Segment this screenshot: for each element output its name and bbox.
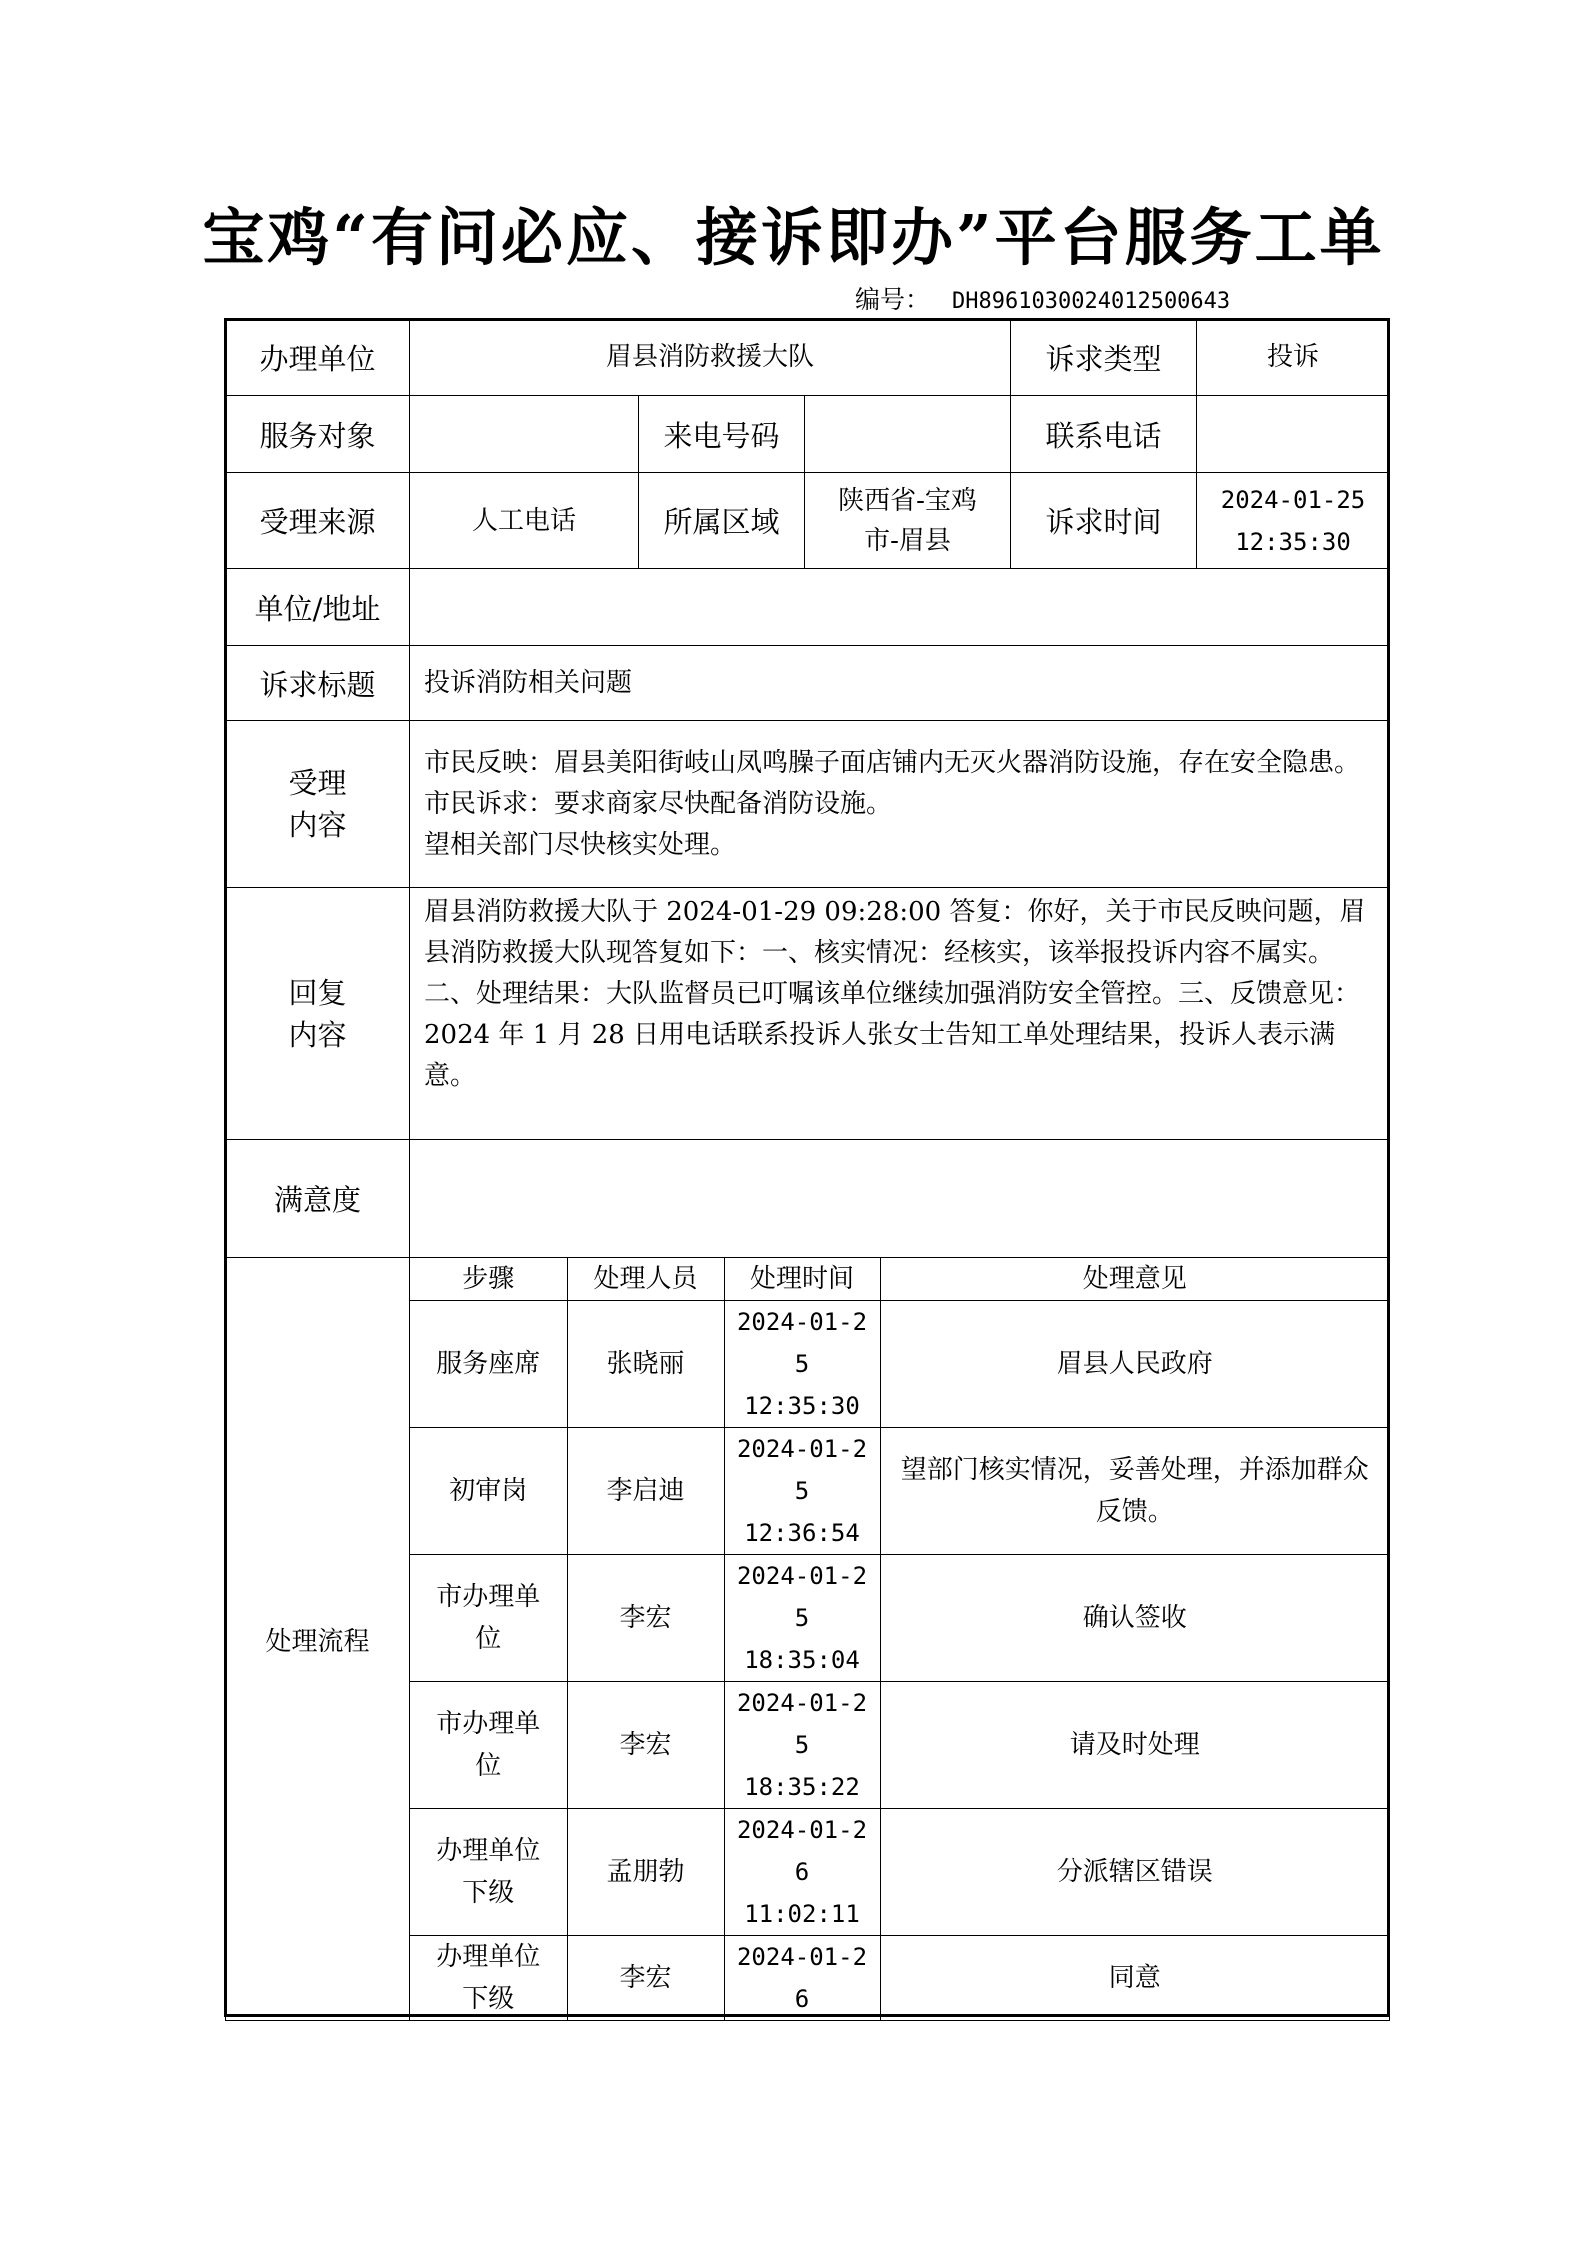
process-opinion: 眉县人民政府 — [880, 1301, 1389, 1428]
process-person: 李宏 — [567, 1555, 724, 1682]
address-value — [410, 569, 1390, 646]
process-time-line: 5 — [794, 1350, 810, 1378]
service-target-label: 服务对象 — [226, 396, 410, 473]
process-opinion: 确认签收 — [880, 1555, 1389, 1682]
reply-label-line-2: 内容 — [288, 1017, 347, 1052]
process-time-line: 18:35:04 — [744, 1646, 860, 1674]
process-header-person: 处理人员 — [567, 1258, 724, 1301]
process-opinion: 同意 — [880, 1936, 1389, 2021]
process-time — [724, 1428, 880, 1555]
process-step-line: 办理单位 — [436, 1836, 541, 1866]
process-time-line: 5 — [794, 1604, 810, 1632]
process-time-line: 2024-01-2 — [736, 1943, 868, 1971]
process-step-line: 位 — [475, 1624, 502, 1654]
process-step — [410, 1682, 567, 1809]
serial-label: 编号： — [855, 285, 931, 314]
process-row — [410, 1809, 1389, 1936]
content-label-line-2: 内容 — [288, 808, 347, 842]
process-row — [410, 1555, 1389, 1682]
process-time-line: 2024-01-2 — [736, 1308, 868, 1336]
process-time-line: 2024-01-2 — [736, 1689, 868, 1717]
process-time-line: 2024-01-2 — [736, 1562, 868, 1590]
contact-phone-value — [1197, 396, 1390, 473]
process-label: 处理流程 — [226, 1258, 410, 2021]
process-step-line: 办理单位 — [436, 1942, 541, 1972]
reply-value — [410, 888, 1390, 1140]
process-time-line: 5 — [794, 1731, 810, 1759]
process-step-line: 下级 — [462, 1984, 515, 2014]
process-table — [410, 1258, 1389, 2020]
process-time — [724, 1936, 880, 2021]
subject-value: 投诉消防相关问题 — [410, 646, 1390, 721]
process-time-line: 18:35:22 — [744, 1773, 860, 1801]
process-time — [724, 1555, 880, 1682]
work-order-table — [225, 318, 1390, 2021]
region-line-2: 市-眉县 — [864, 525, 951, 556]
process-person: 张晓丽 — [567, 1301, 724, 1428]
appeal-time-label: 诉求时间 — [1011, 473, 1197, 569]
content-label-line-1: 受理 — [288, 766, 347, 800]
source-value: 人工电话 — [410, 473, 639, 569]
appeal-clock: 12:35:30 — [1235, 527, 1351, 556]
process-cell — [410, 1258, 1390, 2021]
process-step — [410, 1809, 567, 1936]
process-time-line: 2024-01-2 — [736, 1435, 868, 1463]
appeal-date: 2024-01-25 — [1220, 485, 1366, 514]
process-time-line: 11:02:11 — [744, 1900, 860, 1928]
address-label: 单位/地址 — [226, 569, 410, 646]
content-value — [410, 721, 1390, 888]
process-time-line: 12:36:54 — [744, 1519, 860, 1547]
process-step — [410, 1301, 567, 1428]
process-time — [724, 1682, 880, 1809]
reply-text: 眉县消防救援大队于 2024-01-29 09:28:00 答复：你好，关于市民反映问题，眉县消防救援大队现答复如下：一、核实情况：经核实，该举报投诉内容不属实。二、处理结果：大队监督员已叮嘱该单位继续加强消防安全管控。三、反馈意见：2024 年 1 月 28 日用电话联系投诉人张女士告知工单处理结果，投诉人表示满意。 — [424, 897, 1366, 1091]
process-step — [410, 1555, 567, 1682]
appeal-type-label: 诉求类型 — [1011, 319, 1197, 396]
content-paragraph-2: 市民诉求：要求商家尽快配备消防设施。 — [424, 788, 893, 819]
process-row — [410, 1428, 1389, 1555]
caller-number-label: 来电号码 — [639, 396, 805, 473]
process-time-line: 6 — [794, 1985, 810, 2013]
process-step-line: 位 — [475, 1751, 502, 1781]
process-person: 孟朋勃 — [567, 1809, 724, 1936]
appeal-time-value — [1197, 473, 1390, 569]
process-time — [724, 1301, 880, 1428]
process-row — [410, 1936, 1389, 2021]
content-paragraph-3: 望相关部门尽快核实处理。 — [424, 829, 737, 860]
reply-label — [226, 888, 410, 1140]
document-title: 宝鸡“有问必应、接诉即办”平台服务工单 — [202, 201, 1385, 274]
process-step-line: 下级 — [462, 1878, 515, 1908]
process-person: 李宏 — [567, 1682, 724, 1809]
process-time-line: 2024-01-2 — [736, 1816, 868, 1844]
satisfaction-label: 满意度 — [226, 1140, 410, 1258]
process-person: 李启迪 — [567, 1428, 724, 1555]
process-opinion: 请及时处理 — [880, 1682, 1389, 1809]
process-step-line: 市办理单 — [436, 1582, 541, 1612]
process-row — [410, 1301, 1389, 1428]
process-row — [410, 1682, 1389, 1809]
process-header-opinion: 处理意见 — [880, 1258, 1389, 1301]
handling-unit-label: 办理单位 — [226, 319, 410, 396]
subject-label: 诉求标题 — [226, 646, 410, 721]
satisfaction-value — [410, 1140, 1390, 1258]
process-time-line: 6 — [794, 1858, 810, 1886]
handling-unit-value: 眉县消防救援大队 — [410, 319, 1011, 396]
caller-number-value — [805, 396, 1011, 473]
process-step-line: 市办理单 — [436, 1709, 541, 1739]
content-paragraph-1: 市民反映：眉县美阳街岐山凤鸣臊子面店铺内无灭火器消防设施，存在安全隐患。 — [424, 747, 1361, 778]
content-label — [226, 721, 410, 888]
serial-value: DH8961030024012500643 — [952, 289, 1231, 314]
process-step — [410, 1936, 567, 2021]
process-step-line: 初审岗 — [449, 1476, 528, 1506]
region-line-1: 陕西省-宝鸡 — [838, 485, 977, 516]
region-value — [805, 473, 1011, 569]
process-time-line: 5 — [794, 1477, 810, 1505]
process-time — [724, 1809, 880, 1936]
process-person: 李宏 — [567, 1936, 724, 2021]
process-header-step: 步骤 — [410, 1258, 567, 1301]
process-header-time: 处理时间 — [724, 1258, 880, 1301]
region-label: 所属区域 — [639, 473, 805, 569]
service-target-value — [410, 396, 639, 473]
process-step-line: 服务座席 — [436, 1349, 541, 1379]
process-time-line: 12:35:30 — [744, 1392, 860, 1420]
process-opinion: 望部门核实情况，妥善处理，并添加群众反馈。 — [880, 1428, 1389, 1555]
reply-label-line-1: 回复 — [288, 975, 347, 1010]
process-opinion: 分派辖区错误 — [880, 1809, 1389, 1936]
process-step — [410, 1428, 567, 1555]
contact-phone-label: 联系电话 — [1011, 396, 1197, 473]
appeal-type-value: 投诉 — [1197, 319, 1390, 396]
serial-number — [855, 283, 1230, 319]
source-label: 受理来源 — [226, 473, 410, 569]
